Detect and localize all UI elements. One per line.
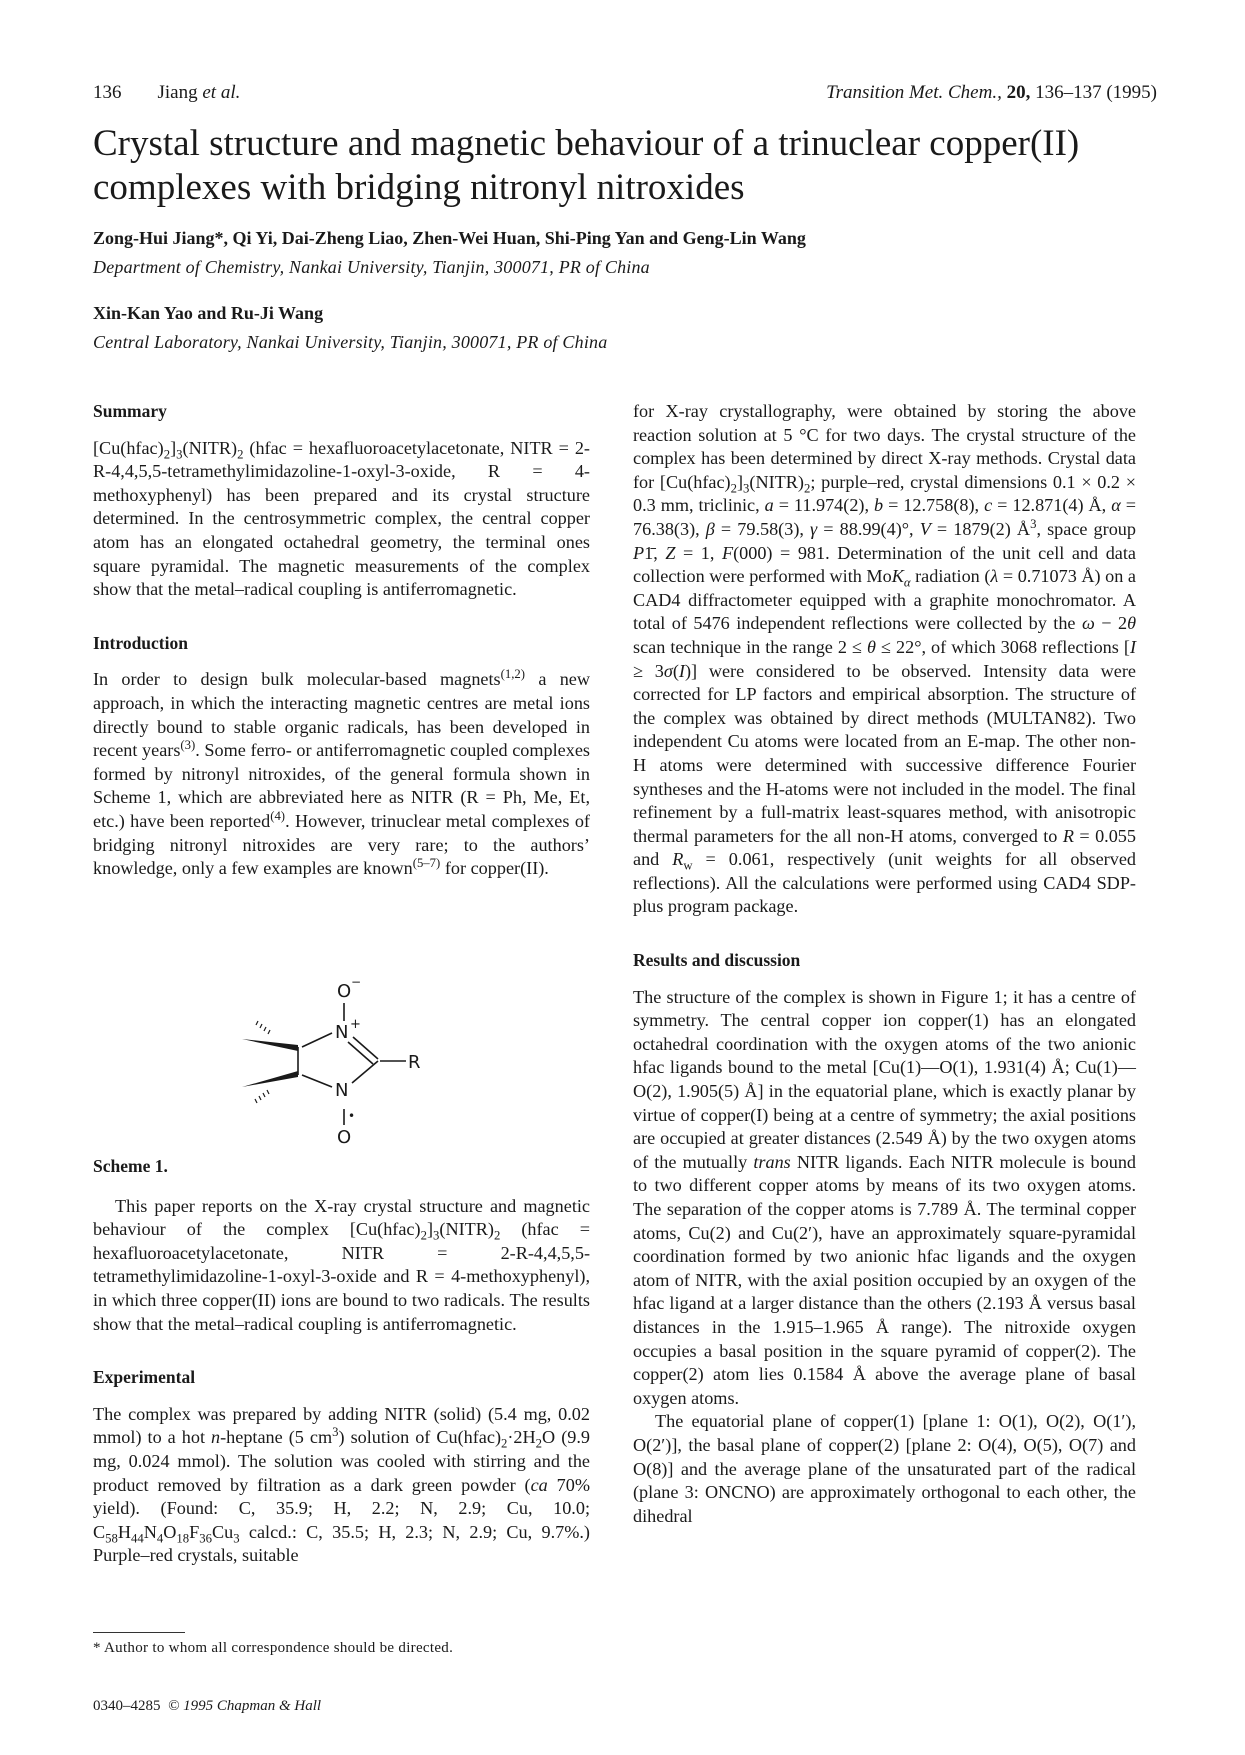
scheme-1-structure xyxy=(240,975,460,1145)
running-header-right xyxy=(826,82,1157,104)
hashed-methyl-upper xyxy=(256,1021,270,1034)
summary-paragraph: $[Cu(hfac)_2]_3(NITR)_2$ (hfac = hexafluoroacetylacetonate, NITR = 2-R-4,4,5,5-tetramethylimidazoline-1-oxyl-3-oxide, R = 4-methoxyphenyl) has been prepared and its crystal structure determined. In the centrosymmetric complex, the central copper atom has an elongated octahedral geometry, the terminal ones square pyramidal. The magnetic measurements of the complex show that the metal–radical coupling is antiferromagnetic. xyxy=(93,437,590,600)
substituent-r: R xyxy=(408,1052,421,1073)
results-paragraph-2: The equatorial plane of copper(1) [plane 1: O(1), O(2), O(1′), O(2′)], the basal plane of copper(2) [plane 2: O(4), O(5), O(7) and O(8)] and the average plane of the unsaturated part of the radical (plane 3: ONCNO) are approximately orthogonal to each other, the dihedral xyxy=(633,1411,1136,1526)
experimental-continued-paragraph: for X-ray crystallography, were obtained by storing the above reaction solution at 5 °C for two days. The crystal structure of the complex has been determined by direct X-ray methods. Crystal data for $[Cu(hfac)_2]_3(NITR)_2$; purple–red, crystal dimensions 0.1 × 0.2 × 0.3 mm, triclinic, a = 11.974(2), b = 12.758(8), c = 12.871(4) Å, α = 76.38(3), β = 79.58(3), γ = 88.99(4)°, V = 1879(2) $Å^3$, space group P1̄, Z = 1, F(000) = 981. Determination of the unit cell and data collection were performed with MoK$_\alpha$ radiation (λ = 0.71073 Å) on a CAD4 diffractometer equipped with a graphite monochromator. A total of 5476 independent reflections were collected by the ω − 2θ scan technique in the range 2 ≤ θ ≤ 22°, of which 3068 reflections [I ≥ 3σ(I)] were considered to be observed. Intensity data were corrected for LP factors and empirical absorption. The structure of the complex was obtained by direct methods (MULTAN82). Two independent Cu atoms were located from an E-map. The other non-H atoms were determined with successive difference Fourier syntheses and the H-atoms were not included in the model. The final refinement by a full-matrix least-squares method, with anisotropic thermal parameters for the all non-H atoms, converged to R = 0.055 and $R_w = 0.061$, respectively (unit weights for all observed reflections). All the calculations were performed using CAD4 SDP-plus program package. xyxy=(633,401,1136,917)
right-column xyxy=(633,400,1136,1528)
author-list-secondary: Xin-Kan Yao and Ru-Ji Wang xyxy=(93,303,324,323)
results-heading: Results and discussion xyxy=(633,950,801,971)
copyright: © 1995 Chapman & Hall xyxy=(168,1698,322,1714)
running-author-suffix: et al. xyxy=(202,82,241,103)
article-title: Crystal structure and magnetic behaviour of a trinuclear copper(II) complexes with bridging nitronyl nitroxides xyxy=(93,123,1080,208)
affiliation-secondary: Central Laboratory, Nankai University, Tianjin, 300071, PR of China xyxy=(93,332,608,352)
experimental-heading: Experimental xyxy=(93,1367,196,1388)
atom-o-top: O xyxy=(337,981,352,1002)
bond-n-c5 xyxy=(302,1075,332,1087)
atom-o-bottom: O xyxy=(337,1127,352,1145)
experimental-paragraph: The complex was prepared by adding NITR (solid) (5.4 mg, 0.02 mmol) to a hot n-heptane (5 $cm^3$) solution of $Cu(hfac)_2\cdot 2H_2O$ (9.9 mg, 0.024 mmol). The solution was cooled with stirring and the product removed by filtration as a dark green powder (ca 70% yield). (Found: C, 35.9; H, 2.2; N, 2.9; Cu, 10.0; $C_{58}H_{44}N_4O_{18}F_{36}Cu_3$ calcd.: C, 35.5; H, 2.3; N, 2.9; Cu, 9.7%.) Purple–red crystals, suitable xyxy=(93,1403,590,1566)
page-footer xyxy=(93,1698,321,1715)
wedge-bond-upper xyxy=(242,1039,298,1051)
bond-n-c2-b xyxy=(348,1042,373,1064)
affiliation-primary: Department of Chemistry, Nankai University, Tianjin, 300071, PR of China xyxy=(93,257,650,277)
introduction-heading: Introduction xyxy=(93,632,188,653)
footnote-divider xyxy=(93,1632,185,1633)
page-number: 136 xyxy=(93,82,122,103)
results-paragraph-1: The structure of the complex is shown in Figure 1; it has a centre of symmetry. The central copper ion copper(1) has an elongated octahedral coordination with the oxygen atoms of the two anionic hfac ligands bound to the metal [Cu(1)—O(1), 1.931(4) Å; Cu(1)—O(2), 1.905(5) Å] in the equatorial plane, which is exactly planar by virtue of copper(I) being at a centre of symmetry; the axial positions are occupied at greater distances (2.549 Å) by the two oxygen atoms of the mutually trans NITR ligands. Each NITR molecule is bound to two different copper atoms by means of its two oxygen atoms. The separation of the copper atoms is 7.789 Å. The terminal copper atoms, Cu(2) and Cu(2′), have an approximately square-pyramidal coordination formed by two anionic hfac ligands and the oxygen atom of NITR, with the axial position occupied by an oxygen of the hfac ligand at a larger distance than the others (2.193 Å versus basal distances in the 1.915–1.965 Å range). The nitroxide oxygen occupies a basal position in the square pyramid of copper(2). The copper(2) atom lies 0.1584 Å above the average plane of basal oxygen atoms. xyxy=(633,986,1137,1408)
atom-n-top: N xyxy=(335,1022,349,1043)
issn: 0340–4285 xyxy=(93,1698,161,1714)
wedge-bond-lower xyxy=(242,1071,298,1087)
charge-plus: + xyxy=(350,1017,361,1032)
bond-n-c4 xyxy=(302,1033,332,1047)
charge-minus: − xyxy=(351,975,362,989)
journal-name: Transition Met. Chem., xyxy=(826,82,1002,103)
atom-n-bottom: N xyxy=(335,1080,349,1101)
nitronyl-nitroxide-structure xyxy=(240,975,460,1145)
hashed-methyl-lower xyxy=(255,1090,269,1103)
bond-c2-n-lower xyxy=(352,1061,378,1083)
radical-dot: • xyxy=(348,1109,356,1123)
journal-pages-year: 136–137 (1995) xyxy=(1035,82,1157,103)
paper-overview-paragraph: This paper reports on the X-ray crystal structure and magnetic behaviour of the complex $[Cu(hfac)_2]_3(NITR)_2$ (hfac = hexafluoroacetylacetonate, NITR = 2-R-4,4,5,5-tetramethylimidazoline-1-oxyl-3-oxide and R = 4-methoxyphenyl), in which three copper(II) ions are bound to two radicals. The results show that the metal–radical coupling is antiferromagnetic. xyxy=(93,1195,590,1334)
author-list-primary: Zong-Hui Jiang*, Qi Yi, Dai-Zheng Liao, Zhen-Wei Huan, Shi-Ping Yan and Geng-Lin Wang xyxy=(93,228,806,248)
journal-volume: 20, xyxy=(1006,82,1031,103)
running-author: Jiang xyxy=(157,82,198,103)
bond-n-c2-a xyxy=(353,1037,378,1059)
summary-heading: Summary xyxy=(93,401,167,421)
introduction-paragraph: In order to design bulk molecular-based magnets$^{(1,2)}$ a new approach, in which the interacting magnetic centres are metal ions directly bound to stable organic radicals, has been developed in recent years$^{(3)}$. Some ferro- or antiferromagnetic coupled complexes formed by nitronyl nitroxides, of the general formula shown in Scheme 1, which are abbreviated here as NITR (R = Ph, Me, Et, etc.) have been reported$^{(4)}$. However, trinuclear metal complexes of bridging nitronyl nitroxides are very rare; to the authors’ knowledge, only a few examples are known$^{(5-7)}$ for copper(II). xyxy=(93,667,591,879)
running-header-left xyxy=(93,82,240,104)
footnote: * Author to whom all correspondence should be directed. xyxy=(93,1640,454,1656)
scheme-label: Scheme 1. xyxy=(93,1156,168,1176)
